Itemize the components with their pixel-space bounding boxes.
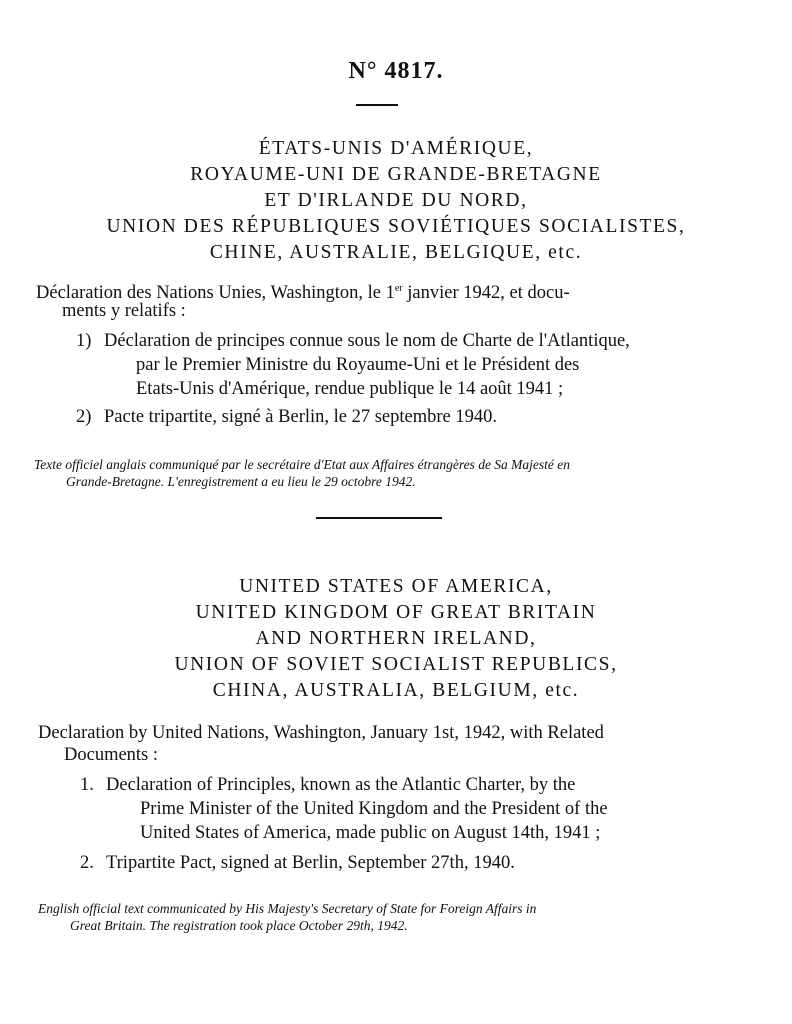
english-declaration-title: Declaration by United Nations, Washington, January 1st, 1942, with Related xyxy=(38,723,604,743)
french-item-2-line: Pacte tripartite, signé à Berlin, le 27 septembre 1940. xyxy=(104,407,498,427)
french-item-1-line: Déclaration de principes connue sous le nom de Charte de l'Atlantique, xyxy=(104,331,630,351)
english-item-1-line: Prime Minister of the United Kingdom and the President of the xyxy=(140,799,608,819)
french-item-1-line: Etats-Unis d'Amérique, rendue publique le 14 août 1941 ; xyxy=(136,379,564,399)
french-note-line: Texte officiel anglais communiqué par le secrétaire d'Etat aux Affaires étrangères de Sa Majesté en xyxy=(34,457,571,472)
french-parties-heading xyxy=(0,136,792,266)
english-party-line: UNITED KINGDOM OF GREAT BRITAIN xyxy=(195,602,597,623)
english-item-label: 2. xyxy=(80,853,94,873)
english-item-1-line: Declaration of Principles, known as the Atlantic Charter, by the xyxy=(106,775,576,795)
english-item-1-line: United States of America, made public on August 14th, 1941 ; xyxy=(140,823,601,843)
french-item-1-line: par le Premier Ministre du Royaume-Uni et le Président des xyxy=(136,355,580,375)
french-party-line: UNION DES RÉPUBLIQUES SOVIÉTIQUES SOCIALISTES, xyxy=(106,216,686,237)
number-underline xyxy=(356,104,398,106)
french-declaration-title-cont: ments y relatifs : xyxy=(62,301,186,321)
french-item-label: 2) xyxy=(76,407,92,427)
french-party-line: ET D'IRLANDE DU NORD, xyxy=(264,190,528,211)
section-divider xyxy=(316,517,442,519)
french-note-line: Grande-Bretagne. L'enregistrement a eu lieu le 29 octobre 1942. xyxy=(66,474,416,489)
english-party-line: AND NORTHERN IRELAND, xyxy=(255,628,537,649)
english-party-line: UNITED STATES OF AMERICA, xyxy=(239,576,553,597)
english-party-line: UNION OF SOVIET SOCIALIST REPUBLICS, xyxy=(174,654,618,675)
english-item-label: 1. xyxy=(80,775,94,795)
english-item-2-line: Tripartite Pact, signed at Berlin, September 27th, 1940. xyxy=(106,853,515,873)
english-note-line: Great Britain. The registration took place October 29th, 1942. xyxy=(70,918,408,933)
english-parties-heading xyxy=(0,574,792,704)
english-declaration-title-cont: Documents : xyxy=(64,745,159,765)
french-party-line: ÉTATS-UNIS D'AMÉRIQUE, xyxy=(258,138,534,159)
french-item-label: 1) xyxy=(76,331,92,351)
french-declaration-title: Déclaration des Nations Unies, Washington, le 1er janvier 1942, et docu- xyxy=(36,283,570,304)
french-party-line: ROYAUME-UNI DE GRANDE-BRETAGNE xyxy=(190,164,602,185)
english-note-line: English official text communicated by His Majesty's Secretary of State for Foreign Affairs in xyxy=(38,901,537,916)
english-party-line: CHINA, AUSTRALIA, BELGIUM, etc. xyxy=(212,680,580,701)
document-number: N° 4817. xyxy=(348,58,444,84)
french-party-line: CHINE, AUSTRALIE, BELGIQUE, etc. xyxy=(209,242,583,263)
